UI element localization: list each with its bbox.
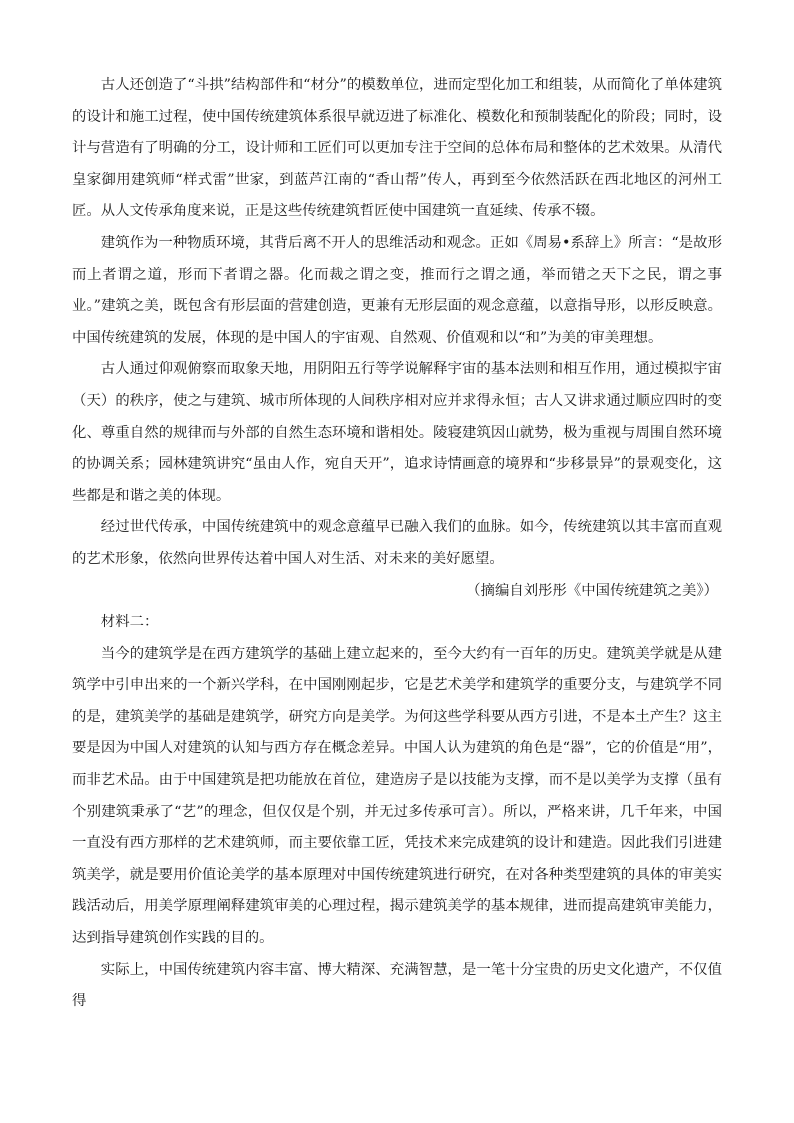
- paragraph-3: 古人通过仰观俯察而取象天地，用阴阳五行等学说解释宇宙的基本法则和相互作用，通过模拟宇宙（天）的秩序，使之与建筑、城市所体现的人间秩序相对应并求得永恒；古人又讲求通过顺应四时的变化、尊重自然的规律而与外部的自然生态环境和谐相处。陵寝建筑因山就势，极为重视与周围自然环境的协调关系；园林建筑讲究“虽由人作，宛自天开”，追求诗情画意的境界和“步移景异”的景观变化，这些都是和谐之美的体现。: [72, 361, 722, 504]
- paragraph-5: 当今的建筑学是在西方建筑学的基础上建立起来的，至今大约有一百年的历史。建筑美学就是从建筑学中引申出来的一个新兴学科，在中国刚刚起步，它是艺术美学和建筑学的重要分支，与建筑学不同的是，建筑美学的基础是建筑学，研究方向是美学。为何这些学科要从西方引进，不是本土产生？这主要是因为中国人对建筑的认知与西方存在概念差异。中国人认为建筑的角色是“器”，它的价值是“用”，而非艺术品。由于中国建筑是把功能放在首位，建造房子是以技能为支撑，而不是以美学为支撑（虽有个别建筑秉承了“艺”的理念，但仅仅是个别，并无过多传承可言）。所以，严格来讲，几千年来，中国一直没有西方那样的艺术建筑师，而主要依靠工匠，凭技术来完成建筑的设计和建造。因此我们引进建筑美学，就是要用价值论美学的基本原理对中国传统建筑进行研究，在对各种类型建筑的具体的审美实践活动后，用美学原理阐释建筑审美的心理过程，揭示建筑美学的基本规律，进而提高建筑审美能力，达到指导建筑创作实践的目的。: [72, 645, 722, 947]
- paragraph-4: 经过世代传承，中国传统建筑中的观念意蕴早已融入我们的血脉。如今，传统建筑以其丰富而直观的艺术形象，依然向世界传达着中国人对生活、对未来的美好愿望。: [72, 519, 722, 567]
- material-two-label: 材料二：: [100, 614, 159, 631]
- paragraph-2: 建筑作为一种物质环境，其背后离不开人的思维活动和观念。正如《周易•系辞上》所言：“是故形而上者谓之道，形而下者谓之器。化而裁之谓之变，推而行之谓之通，举而错之天下之民，谓之事业。”建筑之美，既包含有形层面的营建创造，更兼有无形层面的观念意蕴，以意指导形，以形反映意。中国传统建筑的发展，体现的是中国人的宇宙观、自然观、价值观和以“和”为美的审美理想。: [72, 234, 722, 346]
- paragraph-6: 实际上，中国传统建筑内容丰富、博大精深、充满智慧，是一笔十分宝贵的历史文化遗产，不仅值得: [72, 961, 722, 1010]
- paragraph-1: 古人还创造了“斗拱”结构部件和“材分”的模数单位，进而定型化加工和组装，从而简化了单体建筑的设计和施工过程，使中国传统建筑体系很早就迈进了标准化、模数化和预制装配化的阶段；同时，设计与营造有了明确的分工，设计师和工匠们可以更加专注于空间的总体布局和整体的艺术效果。从清代皇家御用建筑师“样式雷”世家，到蓝芦江南的“香山帮”传人，再到至今依然活跃在西北地区的河州工匠。从人文传承角度来说，正是这些传统建筑哲匠使中国建筑一直延续、传承不辍。: [72, 77, 722, 220]
- source-citation: （摘编自刘彤彤《中国传统建筑之美》）: [466, 582, 718, 599]
- document-body: [72, 70, 722, 1018]
